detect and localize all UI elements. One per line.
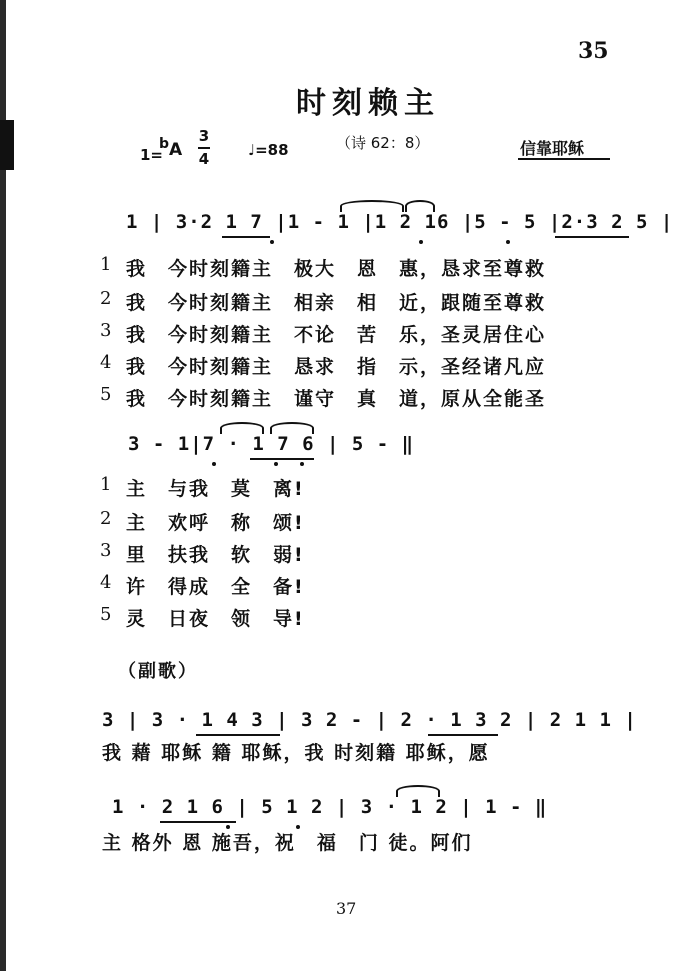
verse-lower-octave-dot [274, 462, 278, 466]
lyric-text: 主 与我 莫 离! [126, 478, 305, 500]
verse-lower-octave-dot [270, 240, 274, 244]
verse-number: 3 [100, 540, 112, 561]
category-underline [518, 158, 610, 160]
verse-number: 1 [100, 254, 112, 275]
chorus-beam-2 [428, 734, 498, 736]
lyric-text: 我 今时刻籍主 谨守 真 道，原从全能圣 [126, 388, 547, 410]
time-signature-bottom: 4 [198, 150, 210, 168]
lyric-text: 我 今时刻籍主 极大 恩 惠，恳求至尊救 [126, 258, 547, 280]
chorus-notation-line-2: 1 · 2 1 6 | 5 1 2 | 3 · 1 2 | 1 - ‖ [112, 796, 548, 818]
verse-notation-line-2: 3 - 1|7 · 1 7 6 | 5 - ‖ [128, 433, 415, 455]
scripture-reference: （诗 62：8） [336, 134, 430, 152]
key-accidental: b [159, 136, 170, 152]
verse-notation-line-1: 1 | 3·2 1 7 |1 - 1 |1 2 16 |5 - 5 |2·3 2 5 | [126, 211, 674, 233]
song-category: 信靠耶稣 [520, 139, 585, 158]
footer-page-number: 37 [336, 899, 357, 918]
verse-beam-3 [250, 458, 314, 460]
verse-lower-octave-dot [212, 462, 216, 466]
verse-lower-octave-dot [419, 240, 423, 244]
chorus-lyrics-line-1: 我 藉 耶稣 籍 耶稣，我 时刻籍 耶稣，愿 [102, 742, 490, 764]
verse-number: 4 [100, 572, 112, 593]
page-index-tab [0, 120, 14, 170]
chorus-tie [396, 785, 440, 797]
lyric-text: 我 今时刻籍主 相亲 相 近，跟随至尊救 [126, 292, 547, 314]
chorus-lyrics-line-2: 主 格外 恩 施吾，祝 福 门 徒。阿们 [102, 832, 473, 854]
lyric-text: 灵 日夜 领 导! [126, 608, 305, 630]
key-label: 1= [140, 146, 164, 164]
verse-number: 2 [100, 508, 112, 529]
verse-beam-1 [222, 236, 270, 238]
chorus-label: （副歌） [118, 661, 198, 682]
lyric-text: 主 欢呼 称 颂! [126, 512, 305, 534]
verse-beam-2 [555, 236, 629, 238]
time-signature-bar [198, 147, 210, 149]
verse-lower-octave-dot [300, 462, 304, 466]
verse-lower-octave-dot [506, 240, 510, 244]
time-signature-top: 3 [198, 127, 210, 145]
chorus-beam-3 [160, 821, 236, 823]
lyric-text: 许 得成 全 备! [126, 576, 305, 598]
verse-number: 5 [100, 384, 112, 405]
chorus-beam-1 [196, 734, 280, 736]
tempo-marking: ♩=88 [248, 141, 289, 159]
verse-tie-4 [270, 422, 314, 434]
verse-number: 4 [100, 352, 112, 373]
top-page-number: 35 [578, 38, 609, 64]
verse-number: 3 [100, 320, 112, 341]
verse-number: 2 [100, 288, 112, 309]
verse-tie-2 [405, 200, 435, 212]
key-note: A [169, 140, 183, 160]
verse-tie-3 [220, 422, 264, 434]
song-title: 时刻赖主 [296, 86, 440, 121]
lyric-text: 我 今时刻籍主 不论 苦 乐，圣灵居住心 [126, 324, 547, 346]
verse-number: 5 [100, 604, 112, 625]
verse-tie-1 [340, 200, 404, 212]
chorus-notation-line-1: 3 | 3 · 1 4 3 | 3 2 - | 2 · 1 3 2 | 2 1 1 | [102, 709, 637, 731]
lyric-text: 里 扶我 软 弱! [126, 544, 305, 566]
lyric-text: 我 今时刻籍主 恳求 指 示，圣经诸凡应 [126, 356, 547, 378]
verse-number: 1 [100, 474, 112, 495]
